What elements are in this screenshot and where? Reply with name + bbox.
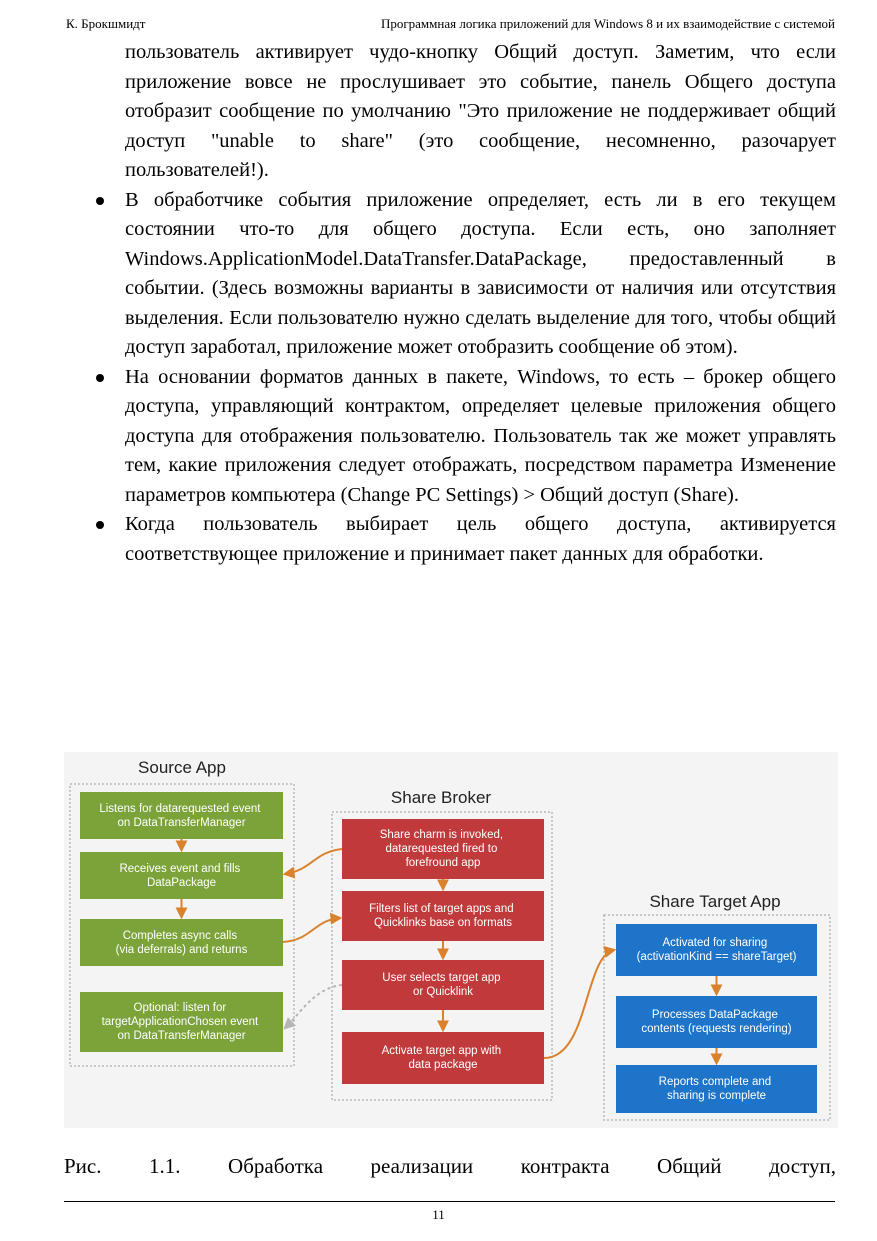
target-box-2-text: Processes DataPackage contents (requests rendering) [641,1009,792,1035]
source-box-2 [80,852,283,899]
source-box-1-text: Listens for datarequested event on DataTransferManager [99,803,261,829]
continuation-paragraph: пользователь активирует чудо-кнопку Общий доступ. Заметим, что если приложение вовсе не прослушивает это событие, панель Общего доступа отобразит сообщение по умолчанию "Это приложение не поддерживает общий доступ "unable to share" (это сообщение, несомненно, разочарует пользователей!). [125,41,836,181]
source-box-4-text: Optional: listen for targetApplicationChosen event on DataTransferManager [101,1002,259,1042]
target-box-2 [616,996,817,1048]
source-box-3 [80,919,283,966]
figure-caption: Рис. 1.1. Обработка реализации контракта Общий доступ, [64,1154,836,1178]
bullet-item [125,186,836,363]
bullet-text: В обработчике события приложение определяет, есть ли в его текущем состоянии что-то для общего доступа. Если есть, оно заполняет Windows.ApplicationModel.DataTransfer.DataPackage, предоставленный в событии. (Здесь возможны варианты в зависимости от наличия или отсутствия выделения. Если пользователю нужно сделать выделение для того, чтобы общий доступ заработал, приложение может отобразить сообщение об этом). [125,188,836,358]
bullet-dot-icon [96,374,104,382]
broker-box-2-text: Filters list of target apps and Quicklinks base on formats [369,903,514,929]
bullet-dot-icon [96,197,104,205]
broker-box-3 [342,960,544,1010]
target-box-3-text: Reports complete and sharing is complete [658,1076,772,1102]
header-author: К. Брокшмидт [66,16,146,31]
source-box-1 [80,792,283,839]
broker-box-4-text: Activate target app with data package [381,1045,502,1071]
source-box-2-text: Receives event and fills DataPackage [119,863,241,889]
diagram-canvas [64,752,838,1128]
running-header [66,16,835,36]
body-text [125,38,836,569]
bullet-text: На основании форматов данных в пакете, Windows, то есть – брокер общего доступа, управляющий контрактом, определяет целевые приложения общего доступа для отображения пользователю. Пользователь так же может управлять тем, какие приложения следует отображать, посредством параметра Изменение параметров компьютера (Change PC Settings) > Общий доступ (Share). [125,365,836,506]
target-box-1 [616,924,817,976]
target-box-3 [616,1065,817,1113]
footer-rule [64,1201,835,1202]
header-book-title: Программная логика приложений для Windows 8 и их взаимодействие с системой [380,16,835,31]
bullet-item [125,363,836,511]
broker-box-3-text: User selects target app or Quicklink [382,972,501,998]
bullet-list [125,186,836,570]
broker-box-2 [342,891,544,941]
bullet-item [125,510,836,569]
broker-box-4 [342,1032,544,1084]
target-box-1-text: Activated for sharing (activationKind == shareTarget) [636,937,797,963]
broker-box-1-text: Share charm is invoked, datarequested fired to forefround app [379,829,504,869]
share-contract-diagram [64,752,838,1128]
share-target-app-title: Share Target App [649,892,781,911]
bullet-text: Когда пользователь выбирает цель общего доступа, активируется соответствующее приложение и принимает пакет данных для обработки. [125,513,836,565]
bullet-dot-icon [96,521,104,529]
source-box-3-text: Completes async calls (via deferrals) and returns [115,930,248,956]
page-number: 11 [432,1207,445,1222]
source-app-title: Source App [138,758,226,777]
share-broker-title: Share Broker [390,788,492,807]
